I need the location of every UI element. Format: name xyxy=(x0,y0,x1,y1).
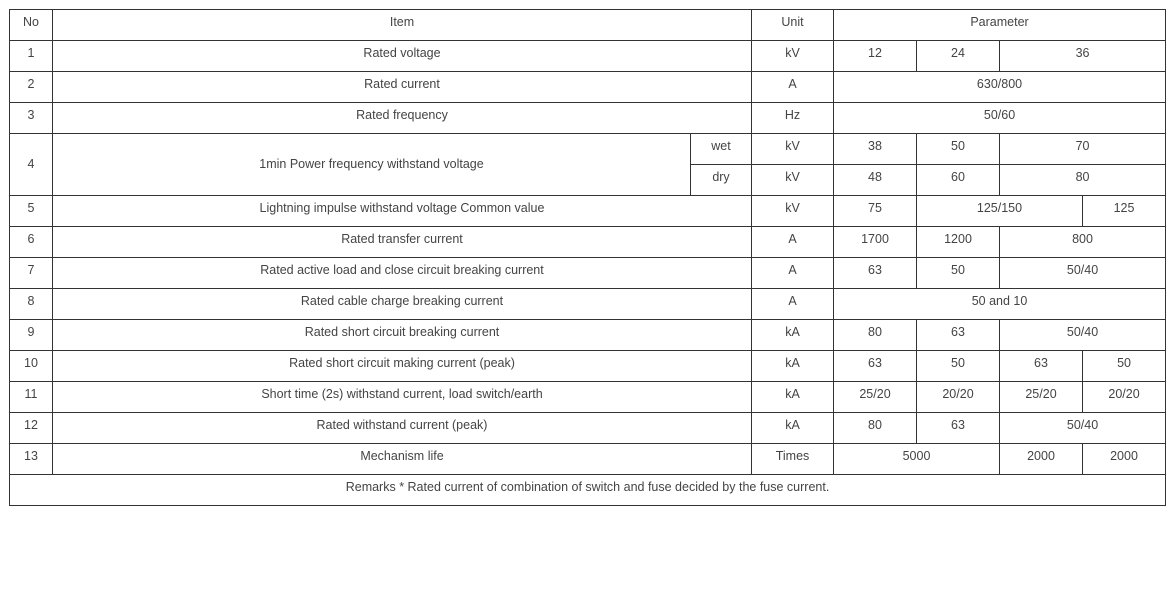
row-no: 13 xyxy=(10,444,53,475)
param-cell: 50/40 xyxy=(1000,413,1166,444)
row-item: Mechanism life xyxy=(53,444,752,475)
param-cell: 63 xyxy=(1000,351,1083,382)
param-cell: 80 xyxy=(1000,165,1166,196)
header-parameter: Parameter xyxy=(834,10,1166,41)
table-row xyxy=(10,320,1166,351)
param-cell: 63 xyxy=(917,320,1000,351)
table-row xyxy=(10,289,1166,320)
param-cell: 50 xyxy=(917,351,1000,382)
row-item: Rated current xyxy=(53,72,752,103)
row-unit: A xyxy=(752,258,834,289)
row-item: Rated short circuit breaking current xyxy=(53,320,752,351)
row-unit: kV xyxy=(752,165,834,196)
row-subitem: wet xyxy=(691,134,752,165)
row-unit: Hz xyxy=(752,103,834,134)
param-cell: 630/800 xyxy=(834,72,1166,103)
row-unit: kA xyxy=(752,382,834,413)
row-unit: A xyxy=(752,289,834,320)
param-cell: 38 xyxy=(834,134,917,165)
row-unit: A xyxy=(752,227,834,258)
row-subitem: dry xyxy=(691,165,752,196)
table-row xyxy=(10,444,1166,475)
param-cell: 2000 xyxy=(1000,444,1083,475)
table-row xyxy=(10,134,1166,165)
param-cell: 75 xyxy=(834,196,917,227)
row-item: Lightning impulse withstand voltage Common value xyxy=(53,196,752,227)
row-no: 6 xyxy=(10,227,53,258)
table-row xyxy=(10,41,1166,72)
row-no: 3 xyxy=(10,103,53,134)
param-cell: 25/20 xyxy=(1000,382,1083,413)
table-row xyxy=(10,103,1166,134)
param-cell: 70 xyxy=(1000,134,1166,165)
param-cell: 50 xyxy=(917,134,1000,165)
param-cell: 12 xyxy=(834,41,917,72)
param-cell: 63 xyxy=(834,351,917,382)
param-cell: 20/20 xyxy=(1083,382,1166,413)
table-row xyxy=(10,382,1166,413)
header-no: No xyxy=(10,10,53,41)
param-cell: 50/40 xyxy=(1000,258,1166,289)
param-cell: 1700 xyxy=(834,227,917,258)
param-cell: 2000 xyxy=(1083,444,1166,475)
row-unit: Times xyxy=(752,444,834,475)
param-cell: 50 and 10 xyxy=(834,289,1166,320)
row-unit: kV xyxy=(752,134,834,165)
param-cell: 50/60 xyxy=(834,103,1166,134)
param-cell: 20/20 xyxy=(917,382,1000,413)
param-cell: 800 xyxy=(1000,227,1166,258)
row-unit: kV xyxy=(752,196,834,227)
remarks-row xyxy=(10,475,1166,506)
param-cell: 24 xyxy=(917,41,1000,72)
param-cell: 63 xyxy=(834,258,917,289)
table-row xyxy=(10,258,1166,289)
row-no: 10 xyxy=(10,351,53,382)
row-no: 11 xyxy=(10,382,53,413)
row-unit: kV xyxy=(752,41,834,72)
table-row xyxy=(10,72,1166,103)
row-no: 2 xyxy=(10,72,53,103)
row-no: 8 xyxy=(10,289,53,320)
param-cell: 50 xyxy=(917,258,1000,289)
param-cell: 60 xyxy=(917,165,1000,196)
specification-table xyxy=(9,9,1166,506)
row-item: 1min Power frequency withstand voltage xyxy=(53,134,691,196)
remarks-text: Remarks * Rated current of combination of switch and fuse decided by the fuse current. xyxy=(10,475,1166,506)
param-cell: 80 xyxy=(834,413,917,444)
row-unit: kA xyxy=(752,351,834,382)
row-item: Short time (2s) withstand current, load switch/earth xyxy=(53,382,752,413)
param-cell: 50 xyxy=(1083,351,1166,382)
row-item: Rated cable charge breaking current xyxy=(53,289,752,320)
param-cell: 1200 xyxy=(917,227,1000,258)
param-cell: 125 xyxy=(1083,196,1166,227)
table-header-row xyxy=(10,10,1166,41)
header-unit: Unit xyxy=(752,10,834,41)
param-cell: 5000 xyxy=(834,444,1000,475)
row-unit: A xyxy=(752,72,834,103)
table-row xyxy=(10,413,1166,444)
row-no: 5 xyxy=(10,196,53,227)
param-cell: 48 xyxy=(834,165,917,196)
param-cell: 50/40 xyxy=(1000,320,1166,351)
row-item: Rated transfer current xyxy=(53,227,752,258)
row-item: Rated voltage xyxy=(53,41,752,72)
row-no: 1 xyxy=(10,41,53,72)
row-no: 4 xyxy=(10,134,53,196)
table-row xyxy=(10,196,1166,227)
table-row xyxy=(10,351,1166,382)
table-row xyxy=(10,227,1166,258)
row-unit: kA xyxy=(752,413,834,444)
param-cell: 36 xyxy=(1000,41,1166,72)
row-item: Rated withstand current (peak) xyxy=(53,413,752,444)
row-no: 9 xyxy=(10,320,53,351)
param-cell: 80 xyxy=(834,320,917,351)
header-item: Item xyxy=(53,10,752,41)
row-item: Rated short circuit making current (peak) xyxy=(53,351,752,382)
row-no: 12 xyxy=(10,413,53,444)
row-item: Rated frequency xyxy=(53,103,752,134)
row-unit: kA xyxy=(752,320,834,351)
param-cell: 25/20 xyxy=(834,382,917,413)
row-no: 7 xyxy=(10,258,53,289)
param-cell: 125/150 xyxy=(917,196,1083,227)
row-item: Rated active load and close circuit breaking current xyxy=(53,258,752,289)
param-cell: 63 xyxy=(917,413,1000,444)
